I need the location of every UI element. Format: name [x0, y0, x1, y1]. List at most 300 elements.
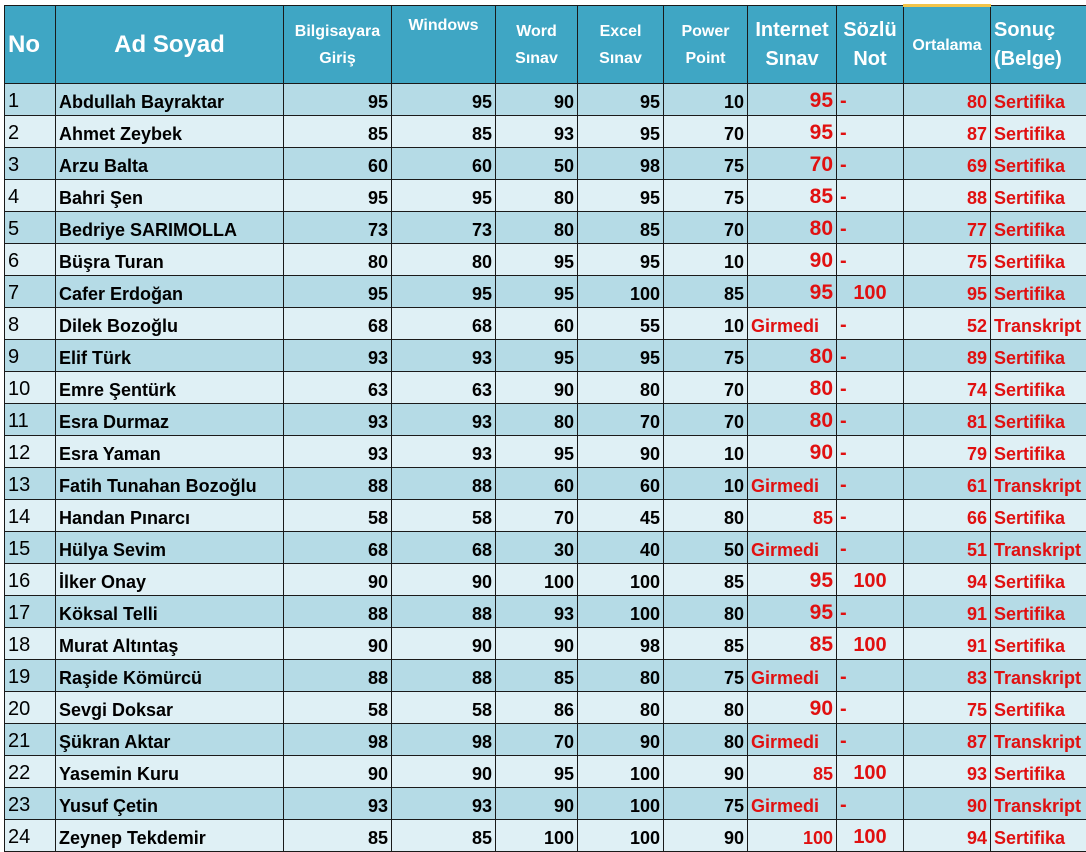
cell-ortalama[interactable]: 83 — [904, 660, 991, 692]
cell-internet-sinav[interactable]: Girmedi — [748, 660, 837, 692]
cell-no[interactable]: 1 — [5, 84, 56, 116]
cell-no[interactable]: 20 — [5, 692, 56, 724]
cell-sonuc-belge[interactable]: Sertifika — [991, 340, 1086, 372]
table-row — [5, 724, 1086, 756]
cell-internet-sinav[interactable]: 90 — [748, 436, 837, 468]
table-row — [5, 84, 1086, 116]
cell-power-point[interactable]: 10 — [664, 436, 748, 468]
cell-name[interactable]: Arzu Balta — [56, 148, 284, 180]
cell-bilgisayara-giris[interactable]: 68 — [284, 308, 392, 340]
cell-windows[interactable]: 73 — [392, 212, 496, 244]
cell-excel-sinav[interactable]: 90 — [578, 436, 664, 468]
cell-bilgisayara-giris[interactable]: 80 — [284, 244, 392, 276]
cell-name[interactable]: Cafer Erdoğan — [56, 276, 284, 308]
cell-sozlu-not[interactable]: - — [837, 436, 904, 468]
cell-excel-sinav[interactable]: 98 — [578, 628, 664, 660]
cell-no[interactable]: 6 — [5, 244, 56, 276]
cell-no[interactable]: 5 — [5, 212, 56, 244]
cell-name[interactable]: Sevgi Doksar — [56, 692, 284, 724]
cell-sozlu-not[interactable]: - — [837, 692, 904, 724]
cell-excel-sinav[interactable]: 95 — [578, 180, 664, 212]
cell-name[interactable]: Esra Durmaz — [56, 404, 284, 436]
cell-word-sinav[interactable]: 70 — [496, 500, 578, 532]
cell-sozlu-not[interactable]: - — [837, 468, 904, 500]
cell-word-sinav[interactable]: 85 — [496, 660, 578, 692]
cell-power-point[interactable]: 75 — [664, 788, 748, 820]
cell-windows[interactable]: 63 — [392, 372, 496, 404]
header-sonuc-belge[interactable]: Sonuç (Belge) — [991, 6, 1086, 84]
cell-sozlu-not[interactable]: - — [837, 308, 904, 340]
cell-ortalama[interactable]: 87 — [904, 116, 991, 148]
cell-power-point[interactable]: 80 — [664, 596, 748, 628]
cell-internet-sinav[interactable]: 95 — [748, 116, 837, 148]
cell-word-sinav[interactable]: 60 — [496, 308, 578, 340]
cell-word-sinav[interactable]: 95 — [496, 244, 578, 276]
cell-ortalama[interactable]: 69 — [904, 148, 991, 180]
cell-excel-sinav[interactable]: 90 — [578, 724, 664, 756]
table-row — [5, 148, 1086, 180]
cell-internet-sinav[interactable]: Girmedi — [748, 788, 837, 820]
cell-word-sinav[interactable]: 70 — [496, 724, 578, 756]
cell-ortalama[interactable]: 81 — [904, 404, 991, 436]
cell-windows[interactable]: 95 — [392, 180, 496, 212]
cell-power-point[interactable]: 80 — [664, 500, 748, 532]
cell-no[interactable]: 10 — [5, 372, 56, 404]
cell-power-point[interactable]: 75 — [664, 340, 748, 372]
cell-internet-sinav[interactable]: 85 — [748, 500, 837, 532]
cell-name[interactable]: Handan Pınarcı — [56, 500, 284, 532]
cell-excel-sinav[interactable]: 100 — [578, 564, 664, 596]
cell-excel-sinav[interactable]: 98 — [578, 148, 664, 180]
table-row — [5, 628, 1086, 660]
cell-ortalama[interactable]: 89 — [904, 340, 991, 372]
cell-excel-sinav[interactable]: 95 — [578, 340, 664, 372]
cell-sonuc-belge[interactable]: Sertifika — [991, 244, 1086, 276]
cell-bilgisayara-giris[interactable]: 93 — [284, 404, 392, 436]
cell-internet-sinav[interactable]: 70 — [748, 148, 837, 180]
cell-sonuc-belge[interactable]: Sertifika — [991, 628, 1086, 660]
table-row — [5, 596, 1086, 628]
cell-no[interactable]: 19 — [5, 660, 56, 692]
cell-windows[interactable]: 95 — [392, 84, 496, 116]
cell-bilgisayara-giris[interactable]: 90 — [284, 756, 392, 788]
cell-bilgisayara-giris[interactable]: 90 — [284, 564, 392, 596]
cell-ortalama[interactable]: 80 — [904, 84, 991, 116]
cell-name[interactable]: Zeynep Tekdemir — [56, 820, 284, 852]
cell-excel-sinav[interactable]: 80 — [578, 372, 664, 404]
cell-power-point[interactable]: 75 — [664, 180, 748, 212]
cell-sonuc-belge[interactable]: Sertifika — [991, 404, 1086, 436]
cell-ortalama[interactable]: 94 — [904, 820, 991, 852]
table-row — [5, 308, 1086, 340]
cell-sonuc-belge[interactable]: Transkript — [991, 724, 1086, 756]
table-row — [5, 468, 1086, 500]
cell-word-sinav[interactable]: 60 — [496, 468, 578, 500]
cell-sonuc-belge[interactable]: Sertifika — [991, 180, 1086, 212]
header-bilgisayara-giris[interactable]: Bilgisayara Giriş — [284, 6, 392, 84]
cell-windows[interactable]: 58 — [392, 692, 496, 724]
cell-name[interactable]: Dilek Bozoğlu — [56, 308, 284, 340]
cell-sozlu-not[interactable]: - — [837, 724, 904, 756]
cell-power-point[interactable]: 75 — [664, 148, 748, 180]
cell-excel-sinav[interactable]: 100 — [578, 276, 664, 308]
cell-bilgisayara-giris[interactable]: 85 — [284, 820, 392, 852]
cell-windows[interactable]: 98 — [392, 724, 496, 756]
cell-sozlu-not[interactable]: - — [837, 116, 904, 148]
cell-bilgisayara-giris[interactable]: 93 — [284, 340, 392, 372]
cell-power-point[interactable]: 90 — [664, 756, 748, 788]
table-row — [5, 692, 1086, 724]
cell-excel-sinav[interactable]: 60 — [578, 468, 664, 500]
cell-bilgisayara-giris[interactable]: 95 — [284, 84, 392, 116]
cell-word-sinav[interactable]: 80 — [496, 180, 578, 212]
cell-power-point[interactable]: 10 — [664, 308, 748, 340]
cell-excel-sinav[interactable]: 55 — [578, 308, 664, 340]
table-row — [5, 372, 1086, 404]
cell-bilgisayara-giris[interactable]: 88 — [284, 468, 392, 500]
cell-sonuc-belge[interactable]: Transkript — [991, 788, 1086, 820]
cell-bilgisayara-giris[interactable]: 63 — [284, 372, 392, 404]
cell-windows[interactable]: 88 — [392, 468, 496, 500]
cell-windows[interactable]: 85 — [392, 820, 496, 852]
cell-sonuc-belge[interactable]: Sertifika — [991, 564, 1086, 596]
table-row — [5, 180, 1086, 212]
cell-name[interactable]: Büşra Turan — [56, 244, 284, 276]
cell-ortalama[interactable]: 79 — [904, 436, 991, 468]
table-body — [5, 84, 1086, 852]
cell-sonuc-belge[interactable]: Transkript — [991, 308, 1086, 340]
cell-internet-sinav[interactable]: 100 — [748, 820, 837, 852]
cell-excel-sinav[interactable]: 80 — [578, 692, 664, 724]
cell-internet-sinav[interactable]: 95 — [748, 84, 837, 116]
cell-no[interactable]: 8 — [5, 308, 56, 340]
cell-sonuc-belge[interactable]: Sertifika — [991, 84, 1086, 116]
cell-power-point[interactable]: 70 — [664, 212, 748, 244]
table-row — [5, 820, 1086, 852]
cell-sozlu-not[interactable]: 100 — [837, 820, 904, 852]
cell-windows[interactable]: 58 — [392, 500, 496, 532]
cell-sozlu-not[interactable]: 100 — [837, 564, 904, 596]
cell-sozlu-not[interactable]: 100 — [837, 276, 904, 308]
cell-no[interactable]: 17 — [5, 596, 56, 628]
cell-bilgisayara-giris[interactable]: 93 — [284, 436, 392, 468]
cell-name[interactable]: Emre Şentürk — [56, 372, 284, 404]
cell-windows[interactable]: 68 — [392, 308, 496, 340]
cell-power-point[interactable]: 10 — [664, 468, 748, 500]
cell-windows[interactable]: 93 — [392, 404, 496, 436]
cell-bilgisayara-giris[interactable]: 90 — [284, 628, 392, 660]
cell-sonuc-belge[interactable]: Sertifika — [991, 212, 1086, 244]
cell-power-point[interactable]: 85 — [664, 276, 748, 308]
cell-bilgisayara-giris[interactable]: 95 — [284, 276, 392, 308]
cell-excel-sinav[interactable]: 95 — [578, 244, 664, 276]
cell-word-sinav[interactable]: 100 — [496, 820, 578, 852]
cell-no[interactable]: 3 — [5, 148, 56, 180]
cell-word-sinav[interactable]: 80 — [496, 212, 578, 244]
cell-internet-sinav[interactable]: 80 — [748, 404, 837, 436]
cell-ortalama[interactable]: 77 — [904, 212, 991, 244]
cell-ortalama[interactable]: 52 — [904, 308, 991, 340]
cell-no[interactable]: 4 — [5, 180, 56, 212]
cell-sozlu-not[interactable]: 100 — [837, 628, 904, 660]
header-word-sinav[interactable]: Word Sınav — [496, 6, 578, 84]
cell-windows[interactable]: 85 — [392, 116, 496, 148]
cell-internet-sinav[interactable]: Girmedi — [748, 532, 837, 564]
cell-name[interactable]: Fatih Tunahan Bozoğlu — [56, 468, 284, 500]
cell-no[interactable]: 23 — [5, 788, 56, 820]
cell-internet-sinav[interactable]: 85 — [748, 180, 837, 212]
cell-excel-sinav[interactable]: 95 — [578, 116, 664, 148]
cell-bilgisayara-giris[interactable]: 93 — [284, 788, 392, 820]
cell-sonuc-belge[interactable]: Sertifika — [991, 148, 1086, 180]
cell-internet-sinav[interactable]: 85 — [748, 756, 837, 788]
cell-sonuc-belge[interactable]: Sertifika — [991, 436, 1086, 468]
cell-no[interactable]: 16 — [5, 564, 56, 596]
cell-ortalama[interactable]: 90 — [904, 788, 991, 820]
cell-name[interactable]: Bahri Şen — [56, 180, 284, 212]
cell-internet-sinav[interactable]: Girmedi — [748, 724, 837, 756]
header-row — [5, 6, 1086, 84]
table-row — [5, 532, 1086, 564]
cell-no[interactable]: 2 — [5, 116, 56, 148]
cell-name[interactable]: Raşide Kömürcü — [56, 660, 284, 692]
cell-windows[interactable]: 93 — [392, 788, 496, 820]
table-row — [5, 756, 1086, 788]
cell-sozlu-not[interactable]: - — [837, 84, 904, 116]
cell-power-point[interactable]: 70 — [664, 404, 748, 436]
cell-windows[interactable]: 90 — [392, 756, 496, 788]
table-row — [5, 116, 1086, 148]
cell-word-sinav[interactable]: 93 — [496, 596, 578, 628]
cell-sonuc-belge[interactable]: Transkript — [991, 532, 1086, 564]
cell-power-point[interactable]: 70 — [664, 372, 748, 404]
cell-sonuc-belge[interactable]: Transkript — [991, 468, 1086, 500]
cell-internet-sinav[interactable]: Girmedi — [748, 308, 837, 340]
header-windows[interactable]: Windows — [392, 6, 496, 84]
cell-excel-sinav[interactable]: 95 — [578, 84, 664, 116]
cell-internet-sinav[interactable]: 85 — [748, 628, 837, 660]
cell-windows[interactable]: 88 — [392, 660, 496, 692]
cell-name[interactable]: İlker Onay — [56, 564, 284, 596]
cell-sozlu-not[interactable]: - — [837, 244, 904, 276]
cell-no[interactable]: 18 — [5, 628, 56, 660]
cell-internet-sinav[interactable]: 80 — [748, 212, 837, 244]
cell-windows[interactable]: 88 — [392, 596, 496, 628]
table-row — [5, 340, 1086, 372]
cell-sonuc-belge[interactable]: Sertifika — [991, 500, 1086, 532]
cell-sonuc-belge[interactable]: Transkript — [991, 660, 1086, 692]
table-row — [5, 276, 1086, 308]
cell-power-point[interactable]: 10 — [664, 244, 748, 276]
cell-name[interactable]: Esra Yaman — [56, 436, 284, 468]
cell-sonuc-belge[interactable]: Sertifika — [991, 116, 1086, 148]
cell-no[interactable]: 15 — [5, 532, 56, 564]
cell-windows[interactable]: 93 — [392, 340, 496, 372]
cell-internet-sinav[interactable]: 95 — [748, 564, 837, 596]
cell-excel-sinav[interactable]: 100 — [578, 756, 664, 788]
cell-sozlu-not[interactable]: - — [837, 788, 904, 820]
cell-name[interactable]: Köksal Telli — [56, 596, 284, 628]
header-sozlu-not[interactable]: Sözlü Not — [837, 6, 904, 84]
cell-ortalama[interactable]: 51 — [904, 532, 991, 564]
cell-internet-sinav[interactable]: Girmedi — [748, 468, 837, 500]
cell-windows[interactable]: 68 — [392, 532, 496, 564]
cell-internet-sinav[interactable]: 80 — [748, 340, 837, 372]
cell-windows[interactable]: 93 — [392, 436, 496, 468]
cell-word-sinav[interactable]: 90 — [496, 788, 578, 820]
table-row — [5, 788, 1086, 820]
cell-power-point[interactable]: 80 — [664, 724, 748, 756]
cell-word-sinav[interactable]: 95 — [496, 340, 578, 372]
cell-bilgisayara-giris[interactable]: 68 — [284, 532, 392, 564]
cell-bilgisayara-giris[interactable]: 95 — [284, 180, 392, 212]
cell-sozlu-not[interactable]: - — [837, 500, 904, 532]
table-row — [5, 404, 1086, 436]
cell-name[interactable]: Elif Türk — [56, 340, 284, 372]
cell-ortalama[interactable]: 75 — [904, 692, 991, 724]
cell-windows[interactable]: 90 — [392, 564, 496, 596]
cell-ortalama[interactable]: 91 — [904, 628, 991, 660]
cell-windows[interactable]: 95 — [392, 276, 496, 308]
cell-sozlu-not[interactable]: - — [837, 148, 904, 180]
cell-power-point[interactable]: 85 — [664, 628, 748, 660]
cell-sonuc-belge[interactable]: Sertifika — [991, 692, 1086, 724]
cell-ortalama[interactable]: 75 — [904, 244, 991, 276]
cell-no[interactable]: 7 — [5, 276, 56, 308]
header-no[interactable]: No — [5, 6, 56, 84]
header-ortalama[interactable]: Ortalama — [904, 6, 991, 84]
header-power-point[interactable]: Power Point — [664, 6, 748, 84]
cell-word-sinav[interactable]: 100 — [496, 564, 578, 596]
table-row — [5, 244, 1086, 276]
cell-power-point[interactable]: 80 — [664, 692, 748, 724]
cell-sozlu-not[interactable]: - — [837, 596, 904, 628]
cell-internet-sinav[interactable]: 80 — [748, 372, 837, 404]
cell-no[interactable]: 12 — [5, 436, 56, 468]
cell-excel-sinav[interactable]: 40 — [578, 532, 664, 564]
cell-excel-sinav[interactable]: 100 — [578, 820, 664, 852]
cell-word-sinav[interactable]: 30 — [496, 532, 578, 564]
cell-word-sinav[interactable]: 95 — [496, 436, 578, 468]
cell-bilgisayara-giris[interactable]: 73 — [284, 212, 392, 244]
table-row — [5, 436, 1086, 468]
cell-sonuc-belge[interactable]: Sertifika — [991, 820, 1086, 852]
cell-sonuc-belge[interactable]: Sertifika — [991, 756, 1086, 788]
cell-name[interactable]: Bedriye SARIMOLLA — [56, 212, 284, 244]
cell-excel-sinav[interactable]: 100 — [578, 788, 664, 820]
cell-name[interactable]: Yasemin Kuru — [56, 756, 284, 788]
cell-excel-sinav[interactable]: 45 — [578, 500, 664, 532]
cell-sozlu-not[interactable]: - — [837, 532, 904, 564]
cell-windows[interactable]: 60 — [392, 148, 496, 180]
cell-sonuc-belge[interactable]: Sertifika — [991, 276, 1086, 308]
cell-bilgisayara-giris[interactable]: 58 — [284, 500, 392, 532]
cell-ortalama[interactable]: 61 — [904, 468, 991, 500]
header-ad-soyad[interactable]: Ad Soyad — [56, 6, 284, 84]
cell-name[interactable]: Ahmet Zeybek — [56, 116, 284, 148]
cell-word-sinav[interactable]: 90 — [496, 84, 578, 116]
table-row — [5, 500, 1086, 532]
cell-no[interactable]: 24 — [5, 820, 56, 852]
cell-ortalama[interactable]: 74 — [904, 372, 991, 404]
cell-name[interactable]: Şükran Aktar — [56, 724, 284, 756]
cell-no[interactable]: 22 — [5, 756, 56, 788]
grades-table — [4, 4, 1086, 852]
cell-ortalama[interactable]: 94 — [904, 564, 991, 596]
header-excel-sinav[interactable]: Excel Sınav — [578, 6, 664, 84]
cell-bilgisayara-giris[interactable]: 98 — [284, 724, 392, 756]
cell-word-sinav[interactable]: 95 — [496, 756, 578, 788]
cell-internet-sinav[interactable]: 90 — [748, 244, 837, 276]
header-internet-sinav[interactable]: Internet Sınav — [748, 6, 837, 84]
cell-no[interactable]: 14 — [5, 500, 56, 532]
cell-ortalama[interactable]: 88 — [904, 180, 991, 212]
cell-bilgisayara-giris[interactable]: 58 — [284, 692, 392, 724]
cell-no[interactable]: 11 — [5, 404, 56, 436]
cell-sozlu-not[interactable]: - — [837, 404, 904, 436]
cell-windows[interactable]: 80 — [392, 244, 496, 276]
cell-sozlu-not[interactable]: 100 — [837, 756, 904, 788]
cell-internet-sinav[interactable]: 95 — [748, 596, 837, 628]
cell-power-point[interactable]: 90 — [664, 820, 748, 852]
cell-bilgisayara-giris[interactable]: 60 — [284, 148, 392, 180]
cell-power-point[interactable]: 85 — [664, 564, 748, 596]
cell-bilgisayara-giris[interactable]: 85 — [284, 116, 392, 148]
cell-ortalama[interactable]: 95 — [904, 276, 991, 308]
cell-name[interactable]: Hülya Sevim — [56, 532, 284, 564]
cell-ortalama[interactable]: 66 — [904, 500, 991, 532]
cell-sonuc-belge[interactable]: Sertifika — [991, 596, 1086, 628]
cell-internet-sinav[interactable]: 95 — [748, 276, 837, 308]
cell-windows[interactable]: 90 — [392, 628, 496, 660]
cell-power-point[interactable]: 10 — [664, 84, 748, 116]
cell-power-point[interactable]: 50 — [664, 532, 748, 564]
cell-sozlu-not[interactable]: - — [837, 180, 904, 212]
cell-excel-sinav[interactable]: 100 — [578, 596, 664, 628]
cell-word-sinav[interactable]: 50 — [496, 148, 578, 180]
cell-power-point[interactable]: 75 — [664, 660, 748, 692]
cell-word-sinav[interactable]: 90 — [496, 372, 578, 404]
cell-bilgisayara-giris[interactable]: 88 — [284, 596, 392, 628]
cell-ortalama[interactable]: 93 — [904, 756, 991, 788]
cell-word-sinav[interactable]: 86 — [496, 692, 578, 724]
cell-ortalama[interactable]: 87 — [904, 724, 991, 756]
cell-name[interactable]: Abdullah Bayraktar — [56, 84, 284, 116]
cell-word-sinav[interactable]: 95 — [496, 276, 578, 308]
cell-sonuc-belge[interactable]: Sertifika — [991, 372, 1086, 404]
cell-excel-sinav[interactable]: 70 — [578, 404, 664, 436]
cell-name[interactable]: Murat Altıntaş — [56, 628, 284, 660]
cell-no[interactable]: 21 — [5, 724, 56, 756]
cell-no[interactable]: 13 — [5, 468, 56, 500]
cell-word-sinav[interactable]: 90 — [496, 628, 578, 660]
cell-word-sinav[interactable]: 80 — [496, 404, 578, 436]
cell-excel-sinav[interactable]: 85 — [578, 212, 664, 244]
cell-sozlu-not[interactable]: - — [837, 372, 904, 404]
cell-sozlu-not[interactable]: - — [837, 660, 904, 692]
cell-no[interactable]: 9 — [5, 340, 56, 372]
cell-excel-sinav[interactable]: 80 — [578, 660, 664, 692]
cell-internet-sinav[interactable]: 90 — [748, 692, 837, 724]
cell-ortalama[interactable]: 91 — [904, 596, 991, 628]
cell-name[interactable]: Yusuf Çetin — [56, 788, 284, 820]
table-row — [5, 660, 1086, 692]
cell-word-sinav[interactable]: 93 — [496, 116, 578, 148]
cell-sozlu-not[interactable]: - — [837, 340, 904, 372]
cell-bilgisayara-giris[interactable]: 88 — [284, 660, 392, 692]
cell-power-point[interactable]: 70 — [664, 116, 748, 148]
cell-sozlu-not[interactable]: - — [837, 212, 904, 244]
